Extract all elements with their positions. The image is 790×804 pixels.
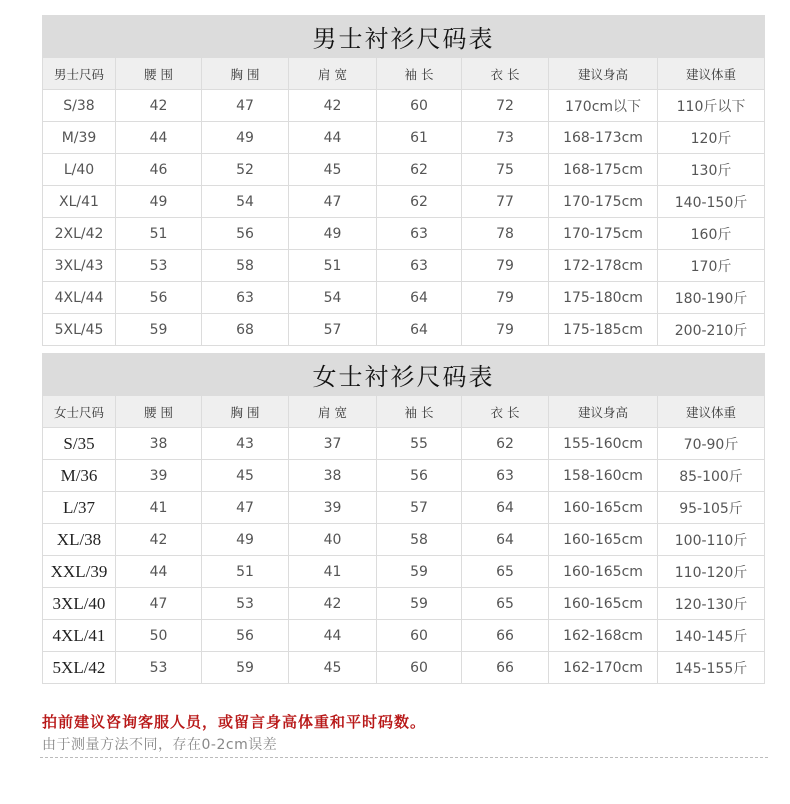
header-waist: 腰 围 bbox=[116, 396, 202, 428]
header-weight: 建议体重 bbox=[658, 58, 765, 90]
table-row bbox=[43, 652, 765, 684]
table-row bbox=[43, 186, 765, 218]
women-table-header-row bbox=[43, 396, 765, 428]
men-table-title-row bbox=[43, 16, 765, 58]
height-cell: 160-165cm bbox=[549, 524, 658, 556]
sleeve-cell: 60 bbox=[377, 652, 462, 684]
waist-cell: 44 bbox=[116, 122, 202, 154]
waist-cell: 38 bbox=[116, 428, 202, 460]
height-cell: 162-168cm bbox=[549, 620, 658, 652]
chest-cell: 49 bbox=[202, 524, 289, 556]
weight-cell: 100-110斤 bbox=[658, 524, 765, 556]
weight-cell: 110斤以下 bbox=[658, 90, 765, 122]
length-cell: 79 bbox=[462, 314, 549, 346]
women-table-title-row bbox=[43, 354, 765, 396]
weight-cell: 180-190斤 bbox=[658, 282, 765, 314]
table-row bbox=[43, 154, 765, 186]
header-weight: 建议体重 bbox=[658, 396, 765, 428]
size-cell: L/40 bbox=[43, 154, 116, 186]
shoulder-cell: 45 bbox=[289, 154, 377, 186]
header-length: 衣 长 bbox=[462, 58, 549, 90]
length-cell: 79 bbox=[462, 250, 549, 282]
shoulder-cell: 40 bbox=[289, 524, 377, 556]
shoulder-cell: 38 bbox=[289, 460, 377, 492]
weight-cell: 140-145斤 bbox=[658, 620, 765, 652]
size-cell: XL/41 bbox=[43, 186, 116, 218]
height-cell: 175-180cm bbox=[549, 282, 658, 314]
weight-cell: 145-155斤 bbox=[658, 652, 765, 684]
table-row bbox=[43, 524, 765, 556]
height-cell: 155-160cm bbox=[549, 428, 658, 460]
length-cell: 75 bbox=[462, 154, 549, 186]
waist-cell: 53 bbox=[116, 652, 202, 684]
header-height: 建议身高 bbox=[549, 396, 658, 428]
height-cell: 160-165cm bbox=[549, 492, 658, 524]
height-cell: 170-175cm bbox=[549, 218, 658, 250]
waist-cell: 39 bbox=[116, 460, 202, 492]
weight-cell: 110-120斤 bbox=[658, 556, 765, 588]
header-sleeve: 袖 长 bbox=[377, 396, 462, 428]
sleeve-cell: 63 bbox=[377, 250, 462, 282]
length-cell: 63 bbox=[462, 460, 549, 492]
header-height: 建议身高 bbox=[549, 58, 658, 90]
table-row bbox=[43, 90, 765, 122]
length-cell: 78 bbox=[462, 218, 549, 250]
weight-cell: 70-90斤 bbox=[658, 428, 765, 460]
weight-cell: 140-150斤 bbox=[658, 186, 765, 218]
height-cell: 160-165cm bbox=[549, 588, 658, 620]
shoulder-cell: 41 bbox=[289, 556, 377, 588]
length-cell: 64 bbox=[462, 492, 549, 524]
sleeve-cell: 62 bbox=[377, 154, 462, 186]
weight-cell: 120-130斤 bbox=[658, 588, 765, 620]
sleeve-cell: 59 bbox=[377, 588, 462, 620]
chest-cell: 45 bbox=[202, 460, 289, 492]
table-row bbox=[43, 460, 765, 492]
waist-cell: 42 bbox=[116, 90, 202, 122]
waist-cell: 44 bbox=[116, 556, 202, 588]
waist-cell: 51 bbox=[116, 218, 202, 250]
shoulder-cell: 42 bbox=[289, 588, 377, 620]
shoulder-cell: 49 bbox=[289, 218, 377, 250]
chest-cell: 58 bbox=[202, 250, 289, 282]
chest-cell: 47 bbox=[202, 492, 289, 524]
height-cell: 162-170cm bbox=[549, 652, 658, 684]
shoulder-cell: 37 bbox=[289, 428, 377, 460]
height-cell: 175-185cm bbox=[549, 314, 658, 346]
size-cell: L/37 bbox=[43, 492, 116, 524]
men-table-header-row bbox=[43, 58, 765, 90]
waist-cell: 46 bbox=[116, 154, 202, 186]
sleeve-cell: 60 bbox=[377, 90, 462, 122]
height-cell: 170cm以下 bbox=[549, 90, 658, 122]
men-size-table bbox=[42, 15, 765, 346]
shoulder-cell: 47 bbox=[289, 186, 377, 218]
sleeve-cell: 56 bbox=[377, 460, 462, 492]
weight-cell: 85-100斤 bbox=[658, 460, 765, 492]
table-row bbox=[43, 556, 765, 588]
size-cell: M/39 bbox=[43, 122, 116, 154]
table-row bbox=[43, 492, 765, 524]
shoulder-cell: 44 bbox=[289, 122, 377, 154]
header-size: 女士尺码 bbox=[43, 396, 116, 428]
weight-cell: 95-105斤 bbox=[658, 492, 765, 524]
men-table-title: 男士衬衫尺码表 bbox=[43, 16, 765, 58]
chest-cell: 63 bbox=[202, 282, 289, 314]
header-sleeve: 袖 长 bbox=[377, 58, 462, 90]
length-cell: 64 bbox=[462, 524, 549, 556]
length-cell: 72 bbox=[462, 90, 549, 122]
chest-cell: 52 bbox=[202, 154, 289, 186]
table-row bbox=[43, 428, 765, 460]
size-cell: 3XL/43 bbox=[43, 250, 116, 282]
weight-cell: 120斤 bbox=[658, 122, 765, 154]
header-length: 衣 长 bbox=[462, 396, 549, 428]
shoulder-cell: 42 bbox=[289, 90, 377, 122]
header-chest: 胸 围 bbox=[202, 58, 289, 90]
shoulder-cell: 44 bbox=[289, 620, 377, 652]
chest-cell: 68 bbox=[202, 314, 289, 346]
size-cell: 2XL/42 bbox=[43, 218, 116, 250]
header-chest: 胸 围 bbox=[202, 396, 289, 428]
chest-cell: 43 bbox=[202, 428, 289, 460]
waist-cell: 56 bbox=[116, 282, 202, 314]
shoulder-cell: 54 bbox=[289, 282, 377, 314]
sleeve-cell: 59 bbox=[377, 556, 462, 588]
sleeve-cell: 64 bbox=[377, 314, 462, 346]
shoulder-cell: 39 bbox=[289, 492, 377, 524]
chest-cell: 53 bbox=[202, 588, 289, 620]
shoulder-cell: 51 bbox=[289, 250, 377, 282]
chest-cell: 51 bbox=[202, 556, 289, 588]
sleeve-cell: 55 bbox=[377, 428, 462, 460]
waist-cell: 42 bbox=[116, 524, 202, 556]
size-cell: 4XL/44 bbox=[43, 282, 116, 314]
sleeve-cell: 62 bbox=[377, 186, 462, 218]
header-waist: 腰 围 bbox=[116, 58, 202, 90]
contact-note: 拍前建议咨询客服人员，或留言身高体重和平时码数。 bbox=[42, 713, 427, 731]
chest-cell: 47 bbox=[202, 90, 289, 122]
waist-cell: 53 bbox=[116, 250, 202, 282]
women-size-table bbox=[42, 353, 765, 684]
sleeve-cell: 64 bbox=[377, 282, 462, 314]
sleeve-cell: 60 bbox=[377, 620, 462, 652]
header-size: 男士尺码 bbox=[43, 58, 116, 90]
length-cell: 66 bbox=[462, 620, 549, 652]
length-cell: 79 bbox=[462, 282, 549, 314]
height-cell: 172-178cm bbox=[549, 250, 658, 282]
header-shoulder: 肩 宽 bbox=[289, 396, 377, 428]
height-cell: 168-173cm bbox=[549, 122, 658, 154]
sleeve-cell: 57 bbox=[377, 492, 462, 524]
chest-cell: 54 bbox=[202, 186, 289, 218]
size-cell: S/38 bbox=[43, 90, 116, 122]
table-row bbox=[43, 282, 765, 314]
waist-cell: 50 bbox=[116, 620, 202, 652]
shoulder-cell: 45 bbox=[289, 652, 377, 684]
sleeve-cell: 58 bbox=[377, 524, 462, 556]
size-cell: M/36 bbox=[43, 460, 116, 492]
women-table-title: 女士衬衫尺码表 bbox=[43, 354, 765, 396]
sleeve-cell: 61 bbox=[377, 122, 462, 154]
size-cell: 4XL/41 bbox=[43, 620, 116, 652]
length-cell: 65 bbox=[462, 556, 549, 588]
length-cell: 62 bbox=[462, 428, 549, 460]
chest-cell: 56 bbox=[202, 218, 289, 250]
waist-cell: 49 bbox=[116, 186, 202, 218]
height-cell: 168-175cm bbox=[549, 154, 658, 186]
table-row bbox=[43, 218, 765, 250]
size-cell: S/35 bbox=[43, 428, 116, 460]
table-row bbox=[43, 620, 765, 652]
size-cell: 5XL/45 bbox=[43, 314, 116, 346]
length-cell: 65 bbox=[462, 588, 549, 620]
table-row bbox=[43, 122, 765, 154]
table-row bbox=[43, 250, 765, 282]
size-cell: 3XL/40 bbox=[43, 588, 116, 620]
shoulder-cell: 57 bbox=[289, 314, 377, 346]
waist-cell: 41 bbox=[116, 492, 202, 524]
chest-cell: 56 bbox=[202, 620, 289, 652]
waist-cell: 59 bbox=[116, 314, 202, 346]
height-cell: 170-175cm bbox=[549, 186, 658, 218]
size-cell: XL/38 bbox=[43, 524, 116, 556]
length-cell: 77 bbox=[462, 186, 549, 218]
measurement-disclaimer: 由于测量方法不同，存在0-2cm误差 bbox=[42, 737, 278, 753]
chest-cell: 59 bbox=[202, 652, 289, 684]
weight-cell: 160斤 bbox=[658, 218, 765, 250]
height-cell: 160-165cm bbox=[549, 556, 658, 588]
weight-cell: 130斤 bbox=[658, 154, 765, 186]
length-cell: 66 bbox=[462, 652, 549, 684]
length-cell: 73 bbox=[462, 122, 549, 154]
weight-cell: 170斤 bbox=[658, 250, 765, 282]
size-cell: XXL/39 bbox=[43, 556, 116, 588]
chest-cell: 49 bbox=[202, 122, 289, 154]
size-cell: 5XL/42 bbox=[43, 652, 116, 684]
height-cell: 158-160cm bbox=[549, 460, 658, 492]
table-row bbox=[43, 314, 765, 346]
table-row bbox=[43, 588, 765, 620]
weight-cell: 200-210斤 bbox=[658, 314, 765, 346]
dashed-divider bbox=[40, 757, 768, 758]
sleeve-cell: 63 bbox=[377, 218, 462, 250]
waist-cell: 47 bbox=[116, 588, 202, 620]
header-shoulder: 肩 宽 bbox=[289, 58, 377, 90]
